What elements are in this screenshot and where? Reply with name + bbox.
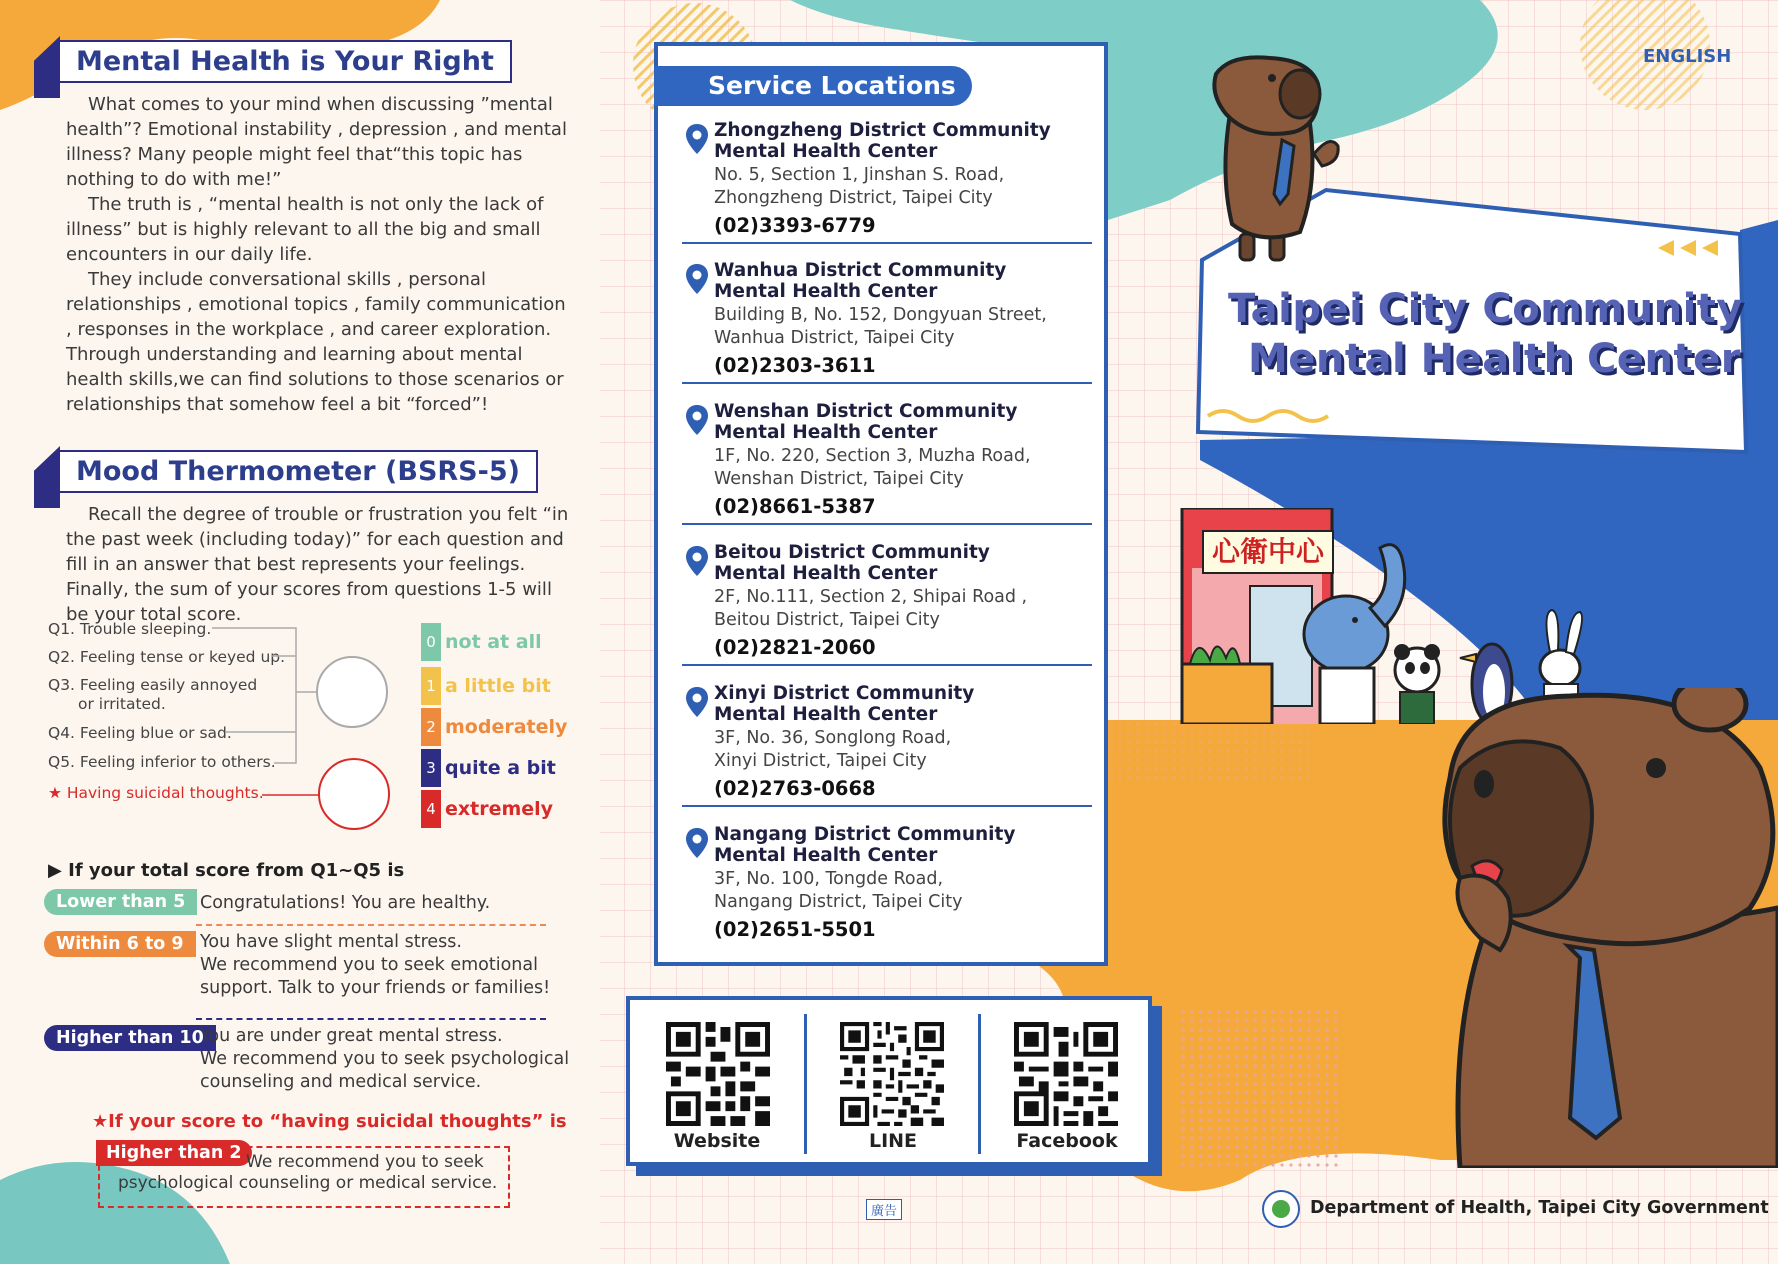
clinic-sign: 心衛中心 — [1202, 530, 1334, 574]
qr-line[interactable] — [806, 1000, 980, 1162]
mood-intro-text: Recall the degree of trouble or frustration you felt “in the past week (including today)” for each question and fill in an answer that best represents your feelings. Finally, the sum of your scores from questions 1-5 will be your total score. — [66, 504, 569, 625]
location-name-line: Zhongzheng District Community — [714, 120, 1051, 141]
star-icon: ★ — [48, 784, 62, 802]
qr-website[interactable] — [630, 1000, 804, 1162]
address-line: 2F, No.111, Section 2, Shipai Road , — [714, 587, 1028, 607]
location-pin-icon — [686, 546, 708, 576]
location-name-line: Mental Health Center — [714, 845, 938, 866]
address-line: 3F, No. 100, Tongde Road, — [714, 869, 944, 889]
section-heading-mental-health-right: Mental Health is Your Right — [58, 40, 512, 83]
location-name-line: Wenshan District Community — [714, 401, 1018, 422]
location-phone[interactable]: (02)2763-0668 — [714, 777, 876, 800]
question-5: Q5. Feeling inferior to others. — [48, 753, 276, 771]
results-heading-text: If your total score from Q1~Q5 is — [68, 860, 405, 881]
suicide-result-text — [118, 1152, 497, 1194]
location-name-line: Mental Health Center — [714, 422, 938, 443]
address-line: Building B, No. 152, Dongyuan Street, — [714, 305, 1047, 325]
results-heading — [48, 860, 404, 881]
divider — [682, 523, 1092, 525]
location-phone[interactable]: (02)8661-5387 — [714, 495, 876, 518]
divider — [196, 1018, 546, 1020]
service-locations-panel — [654, 42, 1108, 966]
scale-number: 3 — [421, 749, 441, 787]
divider — [682, 664, 1092, 666]
location-name-line: Nangang District Community — [714, 824, 1016, 845]
location-name — [714, 401, 1100, 443]
scale-row-0 — [421, 623, 542, 661]
scale-label: not at all — [445, 631, 542, 653]
result-line: Congratulations! You are healthy. — [200, 893, 491, 913]
location-name — [714, 824, 1100, 866]
qr-facebook[interactable] — [980, 1000, 1154, 1162]
address-line: Nangang District, Taipei City — [714, 892, 963, 912]
question-4: Q4. Feeling blue or sad. — [48, 724, 232, 742]
location-name — [714, 542, 1100, 584]
location-address — [714, 304, 1100, 350]
paragraph-1: What comes to your mind when discussing ”mental health”? Emotional instability , depression , and mental illness? Many people might feel that“this topic has nothing to do with me!” — [66, 94, 567, 190]
location-name-line: Mental Health Center — [714, 704, 938, 725]
play-triangle-icon: ▶ — [48, 860, 62, 881]
divider — [682, 805, 1092, 807]
question-3: Q3. Feeling easily annoyed or irritated. — [48, 676, 258, 713]
scale-label: extremely — [445, 798, 554, 820]
scale-number: 4 — [421, 790, 441, 828]
location-name — [714, 120, 1100, 162]
scale-row-3 — [421, 749, 556, 787]
address-line: 1F, No. 220, Section 3, Muzha Road, — [714, 446, 1031, 466]
scale-row-4 — [421, 790, 553, 828]
result-pill-high: Higher than 10 — [44, 1025, 216, 1051]
location-pin-icon — [686, 687, 708, 717]
address-line: Zhongzheng District, Taipei City — [714, 188, 993, 208]
location-pin-icon — [686, 405, 708, 435]
location-phone[interactable]: (02)2651-5501 — [714, 918, 876, 941]
department-footer: Department of Health, Taipei City Government — [1310, 1198, 1769, 1218]
scale-number: 1 — [421, 667, 441, 705]
location-phone[interactable]: (02)3393-6779 — [714, 214, 876, 237]
scale-label: a little bit — [445, 675, 551, 697]
result-text-mid — [200, 931, 550, 1000]
location-xinyi — [686, 683, 1100, 800]
advertisement-label: 廣告 — [866, 1199, 902, 1220]
address-line: Wenshan District, Taipei City — [714, 469, 964, 489]
qr-code-icon — [666, 1022, 770, 1126]
result-pill-suicide: Higher than 2 — [96, 1140, 252, 1166]
location-nangang — [686, 824, 1100, 941]
capybara-mascot-small — [1210, 54, 1350, 264]
location-name — [714, 260, 1100, 302]
question-1: Q1. Trouble sleeping. — [48, 620, 212, 638]
department-logo-icon — [1262, 1190, 1300, 1228]
result-line: psychological counseling or medical service. — [118, 1173, 498, 1193]
location-address — [714, 727, 1100, 773]
suicide-result-heading-text: If your score to “having suicidal thoughts” is — [108, 1111, 567, 1132]
qr-label: Website — [673, 1130, 761, 1152]
result-line: You have slight mental stress. — [200, 932, 462, 952]
location-name-line: Mental Health Center — [714, 563, 938, 584]
qr-code-panel — [626, 996, 1152, 1166]
scale-row-2 — [421, 708, 567, 746]
location-name-line: Wanhua District Community — [714, 260, 1007, 281]
qr-label: Facebook — [1016, 1130, 1118, 1152]
paragraph-2: The truth is , “mental health is not only the lack of illness” but is highly relevant to all the big and small encounters in our daily life. — [66, 194, 544, 265]
location-name — [714, 683, 1100, 725]
location-name-line: Mental Health Center — [714, 141, 938, 162]
location-phone[interactable]: (02)2303-3611 — [714, 354, 876, 377]
capybara-mascot-large — [1420, 688, 1778, 1168]
location-name-line: Mental Health Center — [714, 281, 938, 302]
star-icon: ★ — [92, 1111, 109, 1132]
scale-label: moderately — [445, 716, 568, 738]
location-phone[interactable]: (02)2821-2060 — [714, 636, 876, 659]
scale-number: 0 — [421, 623, 441, 661]
divider — [196, 924, 546, 926]
scale-row-1 — [421, 667, 551, 705]
section-heading-mood-thermometer: Mood Thermometer (BSRS-5) — [58, 450, 538, 493]
scale-label: quite a bit — [445, 757, 556, 779]
divider — [682, 242, 1092, 244]
address-line: Beitou District, Taipei City — [714, 610, 940, 630]
result-line: We recommend you to seek emotional — [200, 955, 538, 975]
cover-title-line-2: Mental Health Center — [1248, 336, 1741, 382]
location-name-line: Beitou District Community — [714, 542, 990, 563]
location-wanhua — [686, 260, 1100, 377]
address-line: No. 5, Section 1, Jinshan S. Road, — [714, 165, 1005, 185]
language-label[interactable]: ENGLISH — [1643, 46, 1732, 67]
location-address — [714, 445, 1100, 491]
total-score-answer-circle[interactable] — [316, 656, 388, 728]
qr-code-icon — [840, 1022, 944, 1126]
cover-title-line-1: Taipei City Community — [1228, 286, 1743, 332]
suicide-result-heading — [92, 1111, 567, 1132]
location-pin-icon — [686, 124, 708, 154]
suicide-question-label: Having suicidal thoughts. — [66, 784, 264, 802]
service-locations-heading: Service Locations — [654, 66, 972, 106]
result-text-high — [200, 1025, 569, 1094]
result-line: We recommend you to seek psychological — [200, 1049, 570, 1069]
result-pill-mid: Within 6 to 9 — [44, 931, 196, 957]
divider — [682, 382, 1092, 384]
location-pin-icon — [686, 828, 708, 858]
location-beitou — [686, 542, 1100, 659]
location-pin-icon — [686, 264, 708, 294]
result-line: support. Talk to your friends or families! — [200, 978, 551, 998]
qr-label: LINE — [868, 1130, 918, 1152]
location-zhongzheng — [686, 120, 1100, 237]
location-address — [714, 164, 1100, 210]
result-line: You are under great mental stress. — [200, 1026, 503, 1046]
result-line: We recommend you to seek — [246, 1152, 484, 1172]
address-line: Xinyi District, Taipei City — [714, 751, 927, 771]
suicide-score-answer-circle[interactable] — [318, 758, 390, 830]
address-line: 3F, No. 36, Songlong Road, — [714, 728, 952, 748]
result-pill-low: Lower than 5 — [44, 889, 197, 915]
location-wenshan — [686, 401, 1100, 518]
address-line: Wanhua District, Taipei City — [714, 328, 955, 348]
question-2: Q2. Feeling tense or keyed up. — [48, 648, 286, 666]
location-address — [714, 586, 1100, 632]
scale-number: 2 — [421, 708, 441, 746]
location-address — [714, 868, 1100, 914]
result-text-low — [200, 892, 490, 915]
paragraph-3: They include conversational skills , personal relationships , emotional topics , family communication , responses in the workplace , and career exploration. Through understanding and learning about mental health skills,we can find solutions to those scenarios or relationships that somehow feel a bit “forced”! — [66, 269, 566, 415]
location-name-line: Xinyi District Community — [714, 683, 975, 704]
qr-code-icon — [1014, 1022, 1118, 1126]
result-line: counseling and medical service. — [200, 1072, 482, 1092]
